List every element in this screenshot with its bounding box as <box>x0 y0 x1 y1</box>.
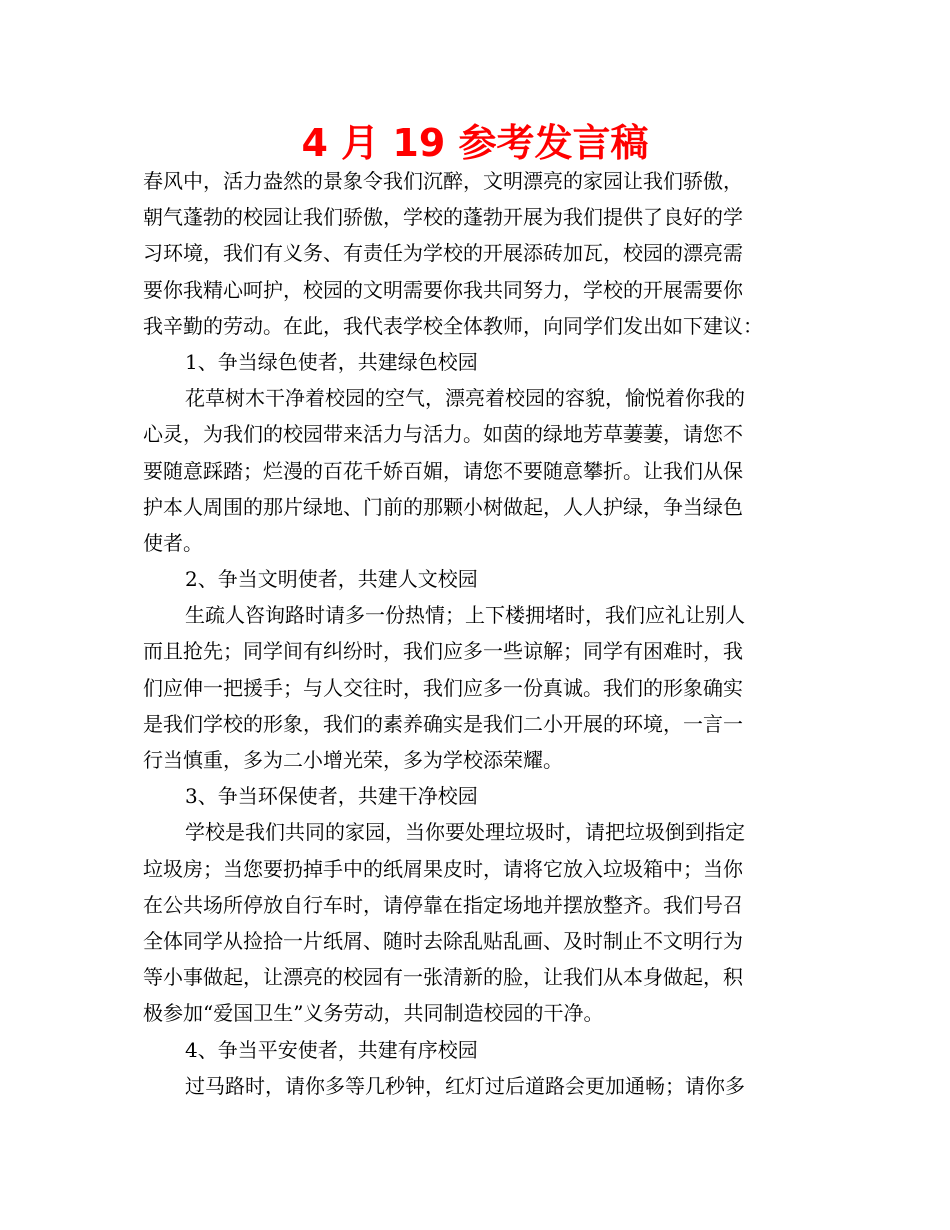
section-heading-4: 4、争当平安使者，共建有序校园 <box>185 1037 478 1062</box>
paragraph-line: 们应伸一把援手；与人交往时，我们应多一份真诚。我们的形象确实 <box>143 675 743 700</box>
paragraph-line: 习环境，我们有义务、有责任为学校的开展添砖加瓦，校园的漂亮需 <box>143 241 743 266</box>
paragraph-line: 生疏人咨询路时请多一份热情；上下楼拥堵时，我们应礼让别人 <box>185 603 745 628</box>
paragraph-line: 全体同学从捡拾一片纸屑、随时去除乱贴乱画、及时制止不文明行为 <box>143 928 743 953</box>
paragraph-line: 是我们学校的形象，我们的素养确实是我们二小开展的环境，一言一 <box>143 711 743 736</box>
paragraph-line: 极参加“爱国卫生”义务劳动，共同制造校园的干净。 <box>143 1001 604 1026</box>
paragraph-line: 学校是我们共同的家园，当你要处理垃圾时，请把垃圾倒到指定 <box>185 820 745 845</box>
paragraph-line: 过马路时，请你多等几秒钟，红灯过后道路会更加通畅；请你多 <box>185 1073 745 1098</box>
paragraph-line: 护本人周围的那片绿地、门前的那颗小树做起，人人护绿，争当绿色 <box>143 494 743 519</box>
paragraph-line: 朝气蓬勃的校园让我们骄傲，学校的蓬勃开展为我们提供了良好的学 <box>143 205 743 230</box>
paragraph-line: 心灵，为我们的校园带来活力与活力。如茵的绿地芳草萋萋，请您不 <box>143 422 743 447</box>
paragraph-line: 使者。 <box>143 530 203 555</box>
section-heading-3: 3、争当环保使者，共建干净校园 <box>185 784 478 809</box>
paragraph-line: 要你我精心呵护，校园的文明需要你我共同努力，学校的开展需要你 <box>143 277 743 302</box>
paragraph-line: 春风中，活力盎然的景象令我们沉醉，文明漂亮的家园让我们骄傲， <box>143 169 743 193</box>
section-heading-2: 2、争当文明使者，共建人文校园 <box>185 567 478 592</box>
paragraph-line: 在公共场所停放自行车时，请停靠在指定场地并摆放整齐。我们号召 <box>143 892 743 917</box>
paragraph-line: 行当慎重，多为二小增光荣，多为学校添荣耀。 <box>143 748 563 772</box>
document-title: 4 月 19 参考发言稿 <box>301 121 649 165</box>
paragraph-line: 而且抢先；同学间有纠纷时，我们应多一些谅解；同学有困难时，我 <box>143 639 743 664</box>
section-heading-1: 1、争当绿色使者，共建绿色校园 <box>185 349 478 374</box>
paragraph-line: 要随意踩踏；烂漫的百花千娇百媚，请您不要随意攀折。让我们从保 <box>143 458 743 483</box>
paragraph-line: 花草树木干净着校园的空气，漂亮着校园的容貌，愉悦着你我的 <box>185 386 745 411</box>
paragraph-line: 等小事做起，让漂亮的校园有一张清新的脸，让我们从本身做起，积 <box>143 965 743 990</box>
document-body <box>143 163 815 1104</box>
paragraph-line: 垃圾房；当您要扔掉手中的纸屑果皮时，请将它放入垃圾箱中；当你 <box>143 856 743 881</box>
paragraph-line: 我辛勤的劳动。在此，我代表学校全体教师，向同学们发出如下建议： <box>143 313 763 338</box>
